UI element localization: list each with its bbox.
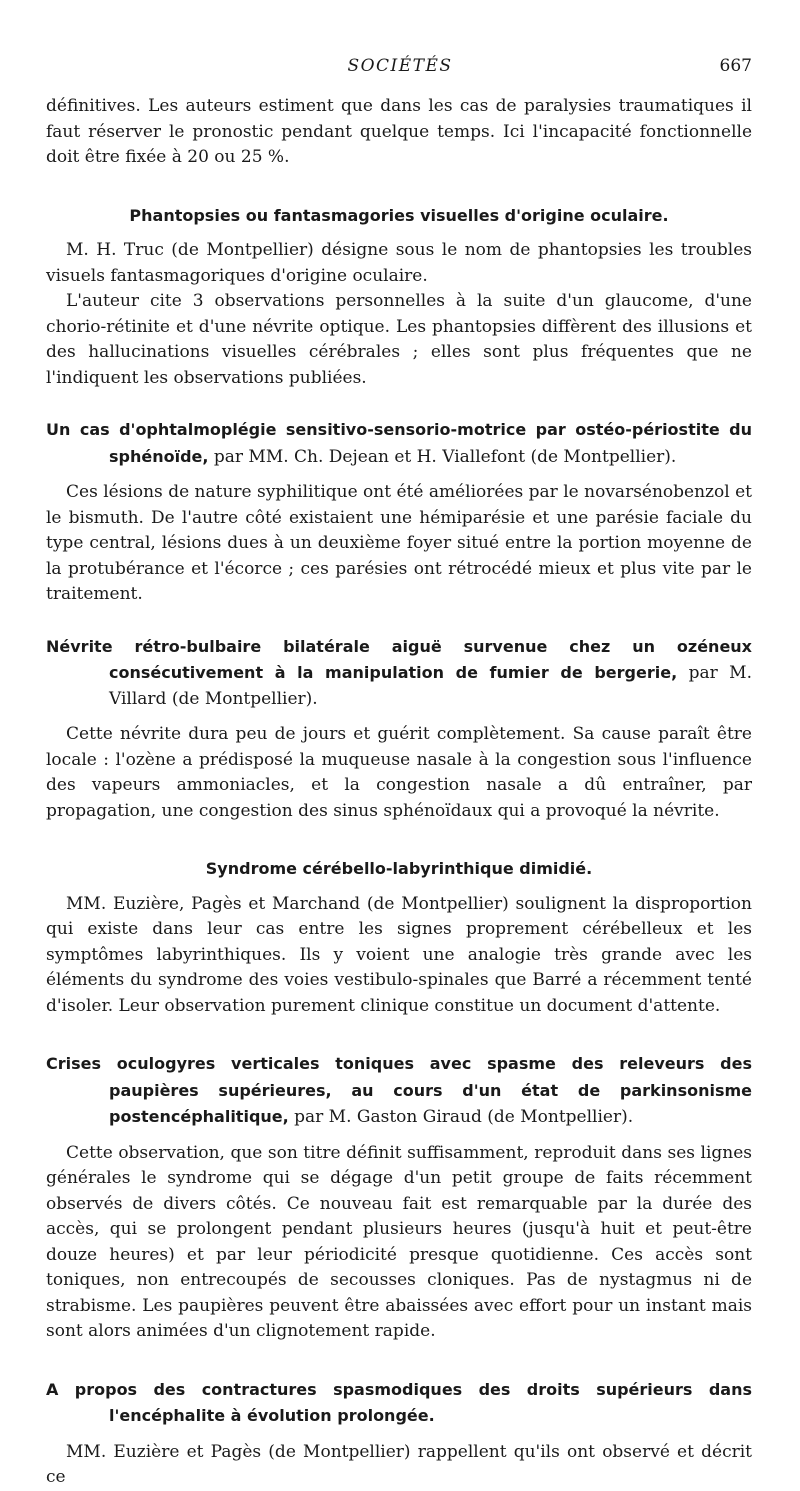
section-heading-contractures xyxy=(46,1377,752,1430)
running-title: SOCIÉTÉS xyxy=(347,56,453,76)
heading-bold: Névrite rétro-bulbaire bilatérale aiguë survenue chez un ozéneux consécutivement à la manipulation de fumier de bergerie, xyxy=(46,636,752,682)
page-number: 667 xyxy=(719,56,752,76)
paragraph-truc-observations: L'auteur cite 3 observations personnelles à la suite d'un glaucome, d'une chorio-rétinite et d'une névrite optique. Les phantopsies diffèrent des illusions et des hallucinations visuelles cérébrales ; elles sont plus fréquentes que ne l'indiquent les observations publiées. xyxy=(46,291,752,388)
paragraph-truc-intro: M. H. Truc (de Montpellier) désigne sous le nom de phantopsies les troubles visuels fantasmagoriques d'origine oculaire. xyxy=(46,240,752,286)
section-heading-ophtalmoplegie xyxy=(46,417,752,470)
paragraph-dejean: Ces lésions de nature syphilitique ont été améliorées par le novarsénobenzol et le bismuth. De l'autre côté existaient une hémiparésie et une parésie faciale du type central, lésions dues à un deuxième foyer situé entre la portion moyenne de la protubérance et l'écorce ; ces parésies ont rétrocédé mieux et plus vite par le traitement. xyxy=(46,482,752,604)
heading-authors: par MM. Ch. Dejean et H. Viallefont (de Montpellier). xyxy=(208,446,677,467)
paragraph-giraud: Cette observation, que son titre définit suffisamment, reproduit dans ses lignes générales le syndrome qui se dégage d'un petit groupe de faits récemment observés de divers côtés. Ce nouveau fait est remarquable par la durée des accès, qui se prolongent pendant plusieurs heures (jusqu'à huit et peut-être douze heures) et par leur périodicité presque quotidienne. Ces accès sont toniques, non entrecoupés de secousses cloniques. Pas de nystagmus ni de strabisme. Les paupières peuvent être abaissées avec effort pour un instant mais sont alors animées d'un clignotement rapide. xyxy=(46,1142,752,1341)
section-heading-phantopsies: Phantopsies ou fantasmagories visuelles d'origine oculaire. xyxy=(129,205,669,225)
paragraph-continued: définitives. Les auteurs estiment que dans les cas de paralysies traumatiques il faut réserver le pronostic pendant quelque temps. Ici l'incapacité fonctionnelle doit être fixée à 20 ou 25 %. xyxy=(46,96,752,167)
paragraph-euziere-pages: MM. Euzière et Pagès (de Montpellier) rappellent qu'ils ont observé et décrit ce xyxy=(46,1441,752,1487)
paragraph-villard: Cette névrite dura peu de jours et guérit complètement. Sa cause paraît être locale : l'ozène a prédisposé la muqueuse nasale à la congestion sous l'influence des vapeurs ammoniacles, et la congestion nasale a dû entraîner, par propagation, une congestion des sinus sphénoïdaux qui a provoqué la névrite. xyxy=(46,724,752,821)
heading-bold: Crises oculogyres verticales toniques avec spasme des releveurs des paupières supérieures, au cours d'un état de parkinsonisme postencéphalitique, xyxy=(46,1054,752,1126)
section-heading-nevrite xyxy=(46,634,752,713)
section-heading-syndrome: Syndrome cérébello-labyrinthique dimidié. xyxy=(205,859,593,878)
heading-bold: Un cas d'ophtalmoplégie sensitivo-sensorio-motrice par ostéo-périostite du sphénoïde, xyxy=(46,420,752,466)
heading-authors: par M. Gaston Giraud (de Montpellier). xyxy=(288,1107,634,1127)
article-body xyxy=(46,94,752,1491)
paragraph-euziere: MM. Euzière, Pagès et Marchand (de Montpellier) soulignent la disproportion qui existe dans leur cas entre les signes proprement cérébelleux et les symptômes labyrinthiques. Ils y voient une analogie très grande avec les éléments du syndrome des voies vestibulo-spinales que Barré a récemment tenté d'isoler. Leur observation purement clinique constitue un document d'attente. xyxy=(46,893,752,1016)
section-heading-crises xyxy=(46,1051,752,1131)
heading-bold: A propos des contractures spasmodiques des droits supérieurs dans l'encéphalite à évolution prolongée. xyxy=(46,1379,752,1425)
heading-authors: par M. Villard (de Montpellier). xyxy=(109,663,752,709)
running-head xyxy=(0,56,800,80)
